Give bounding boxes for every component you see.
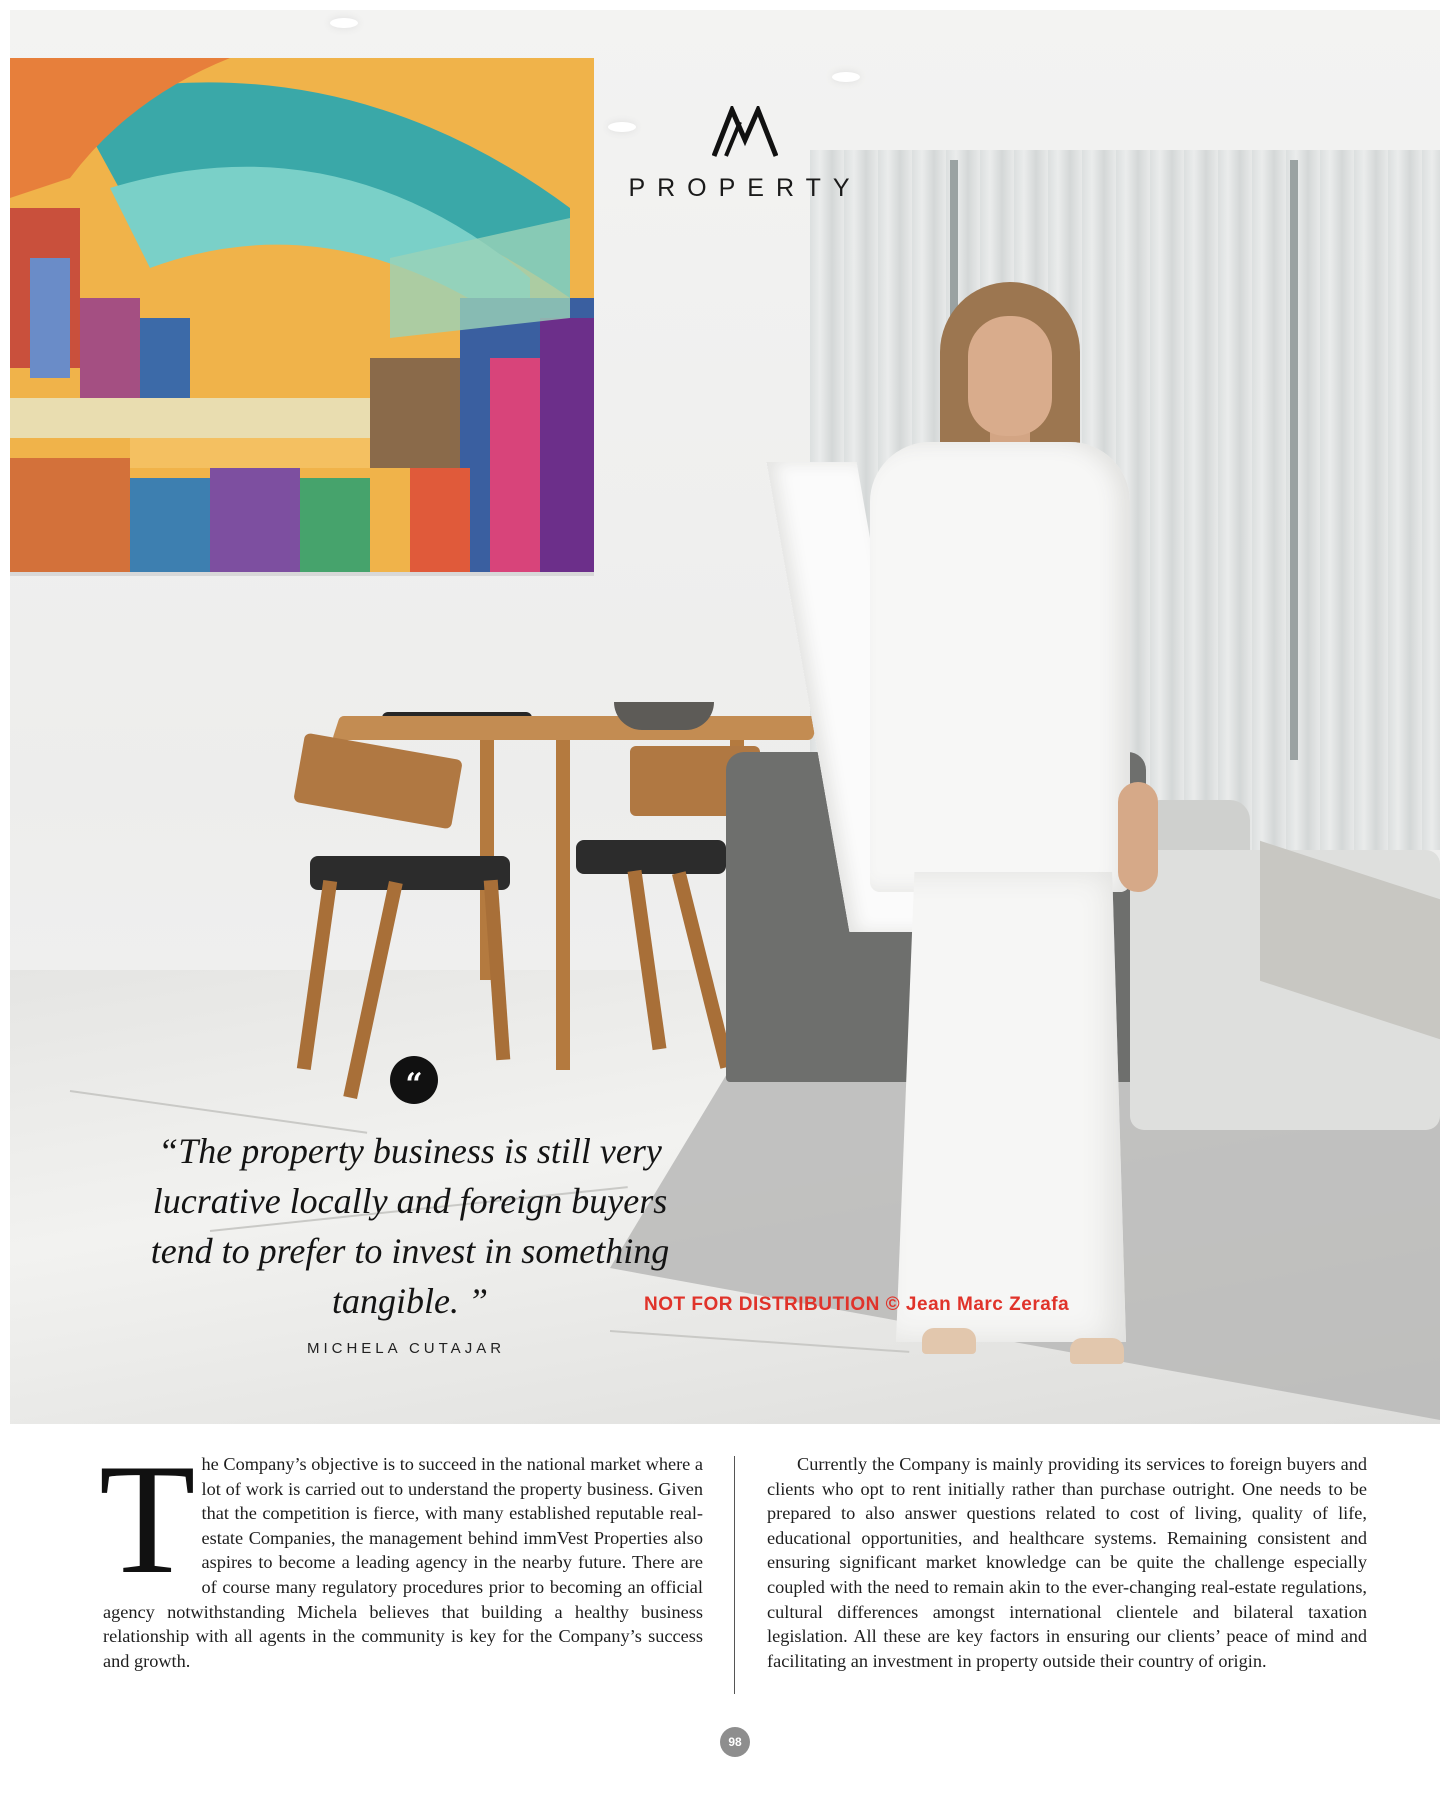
section-title: PROPERTY xyxy=(628,174,862,202)
chair xyxy=(293,733,463,830)
drop-cap: T xyxy=(99,1432,196,1607)
face xyxy=(968,316,1052,436)
m-monogram-logo xyxy=(712,106,778,158)
chair xyxy=(310,856,510,890)
ceiling-light xyxy=(330,18,358,28)
article-column-right: Currently the Company is mainly providing its services to foreign buyers and clients who opt to rent initially rather than purchase outright. One needs to be prepared to also answer questions related to cost of living, quality of life, educational opportunities, and healthcare systems. Remaining consistent and ensuring significant market knowledge can be quite the challenge especially coupled with the need to remain akin to the ever-changing real-estate regulations, cultural differences amongst international clientele and bilateral taxation legislation. All these are key factors in ensuring our clients’ peace of mind and facilitating an investment in property outside their country of origin. xyxy=(767,1454,1367,1671)
pull-quote: “The property business is still very lucrative locally and foreign buyers tend to prefer to invest in something tangible. ” xyxy=(150,1131,670,1321)
quote-author: MICHELA CUTAJAR xyxy=(306,1340,506,1357)
ceiling-light xyxy=(608,122,636,132)
white-trousers xyxy=(896,872,1126,1342)
quote-mark-icon: “ xyxy=(390,1056,438,1104)
shoe xyxy=(922,1328,976,1354)
shoe xyxy=(1070,1338,1124,1364)
dining-table xyxy=(332,716,820,740)
ceiling-light xyxy=(832,72,860,82)
bowl xyxy=(614,702,714,730)
column-divider xyxy=(734,1456,735,1694)
person-in-white-suit xyxy=(800,282,1170,1362)
window-frame xyxy=(1290,160,1298,760)
article-text-left: he Company’s objective is to succeed in the national market where a lot of work is carried out to understand the property business. Given that the competition is fierce, with many established reputable real-estate Companies, the management behind immVest Properties also aspires to become a leading agency in the nearby future. There are of course many regulatory procedures prior to becoming an official agency notwithstanding Michela believes that building a healthy business relationship with all agents in the community is key for the Company’s success and growth. xyxy=(103,1454,703,1671)
white-jacket xyxy=(870,442,1130,892)
chair xyxy=(576,840,726,874)
article-column-left xyxy=(99,1432,703,1673)
page-number: 98 xyxy=(720,1727,750,1757)
table-leg xyxy=(556,740,570,1070)
photo-credit-watermark: NOT FOR DISTRIBUTION © Jean Marc Zerafa xyxy=(644,1294,1070,1315)
feature-photo xyxy=(10,10,1440,1424)
hand xyxy=(1118,782,1158,892)
abstract-painting xyxy=(10,58,594,576)
